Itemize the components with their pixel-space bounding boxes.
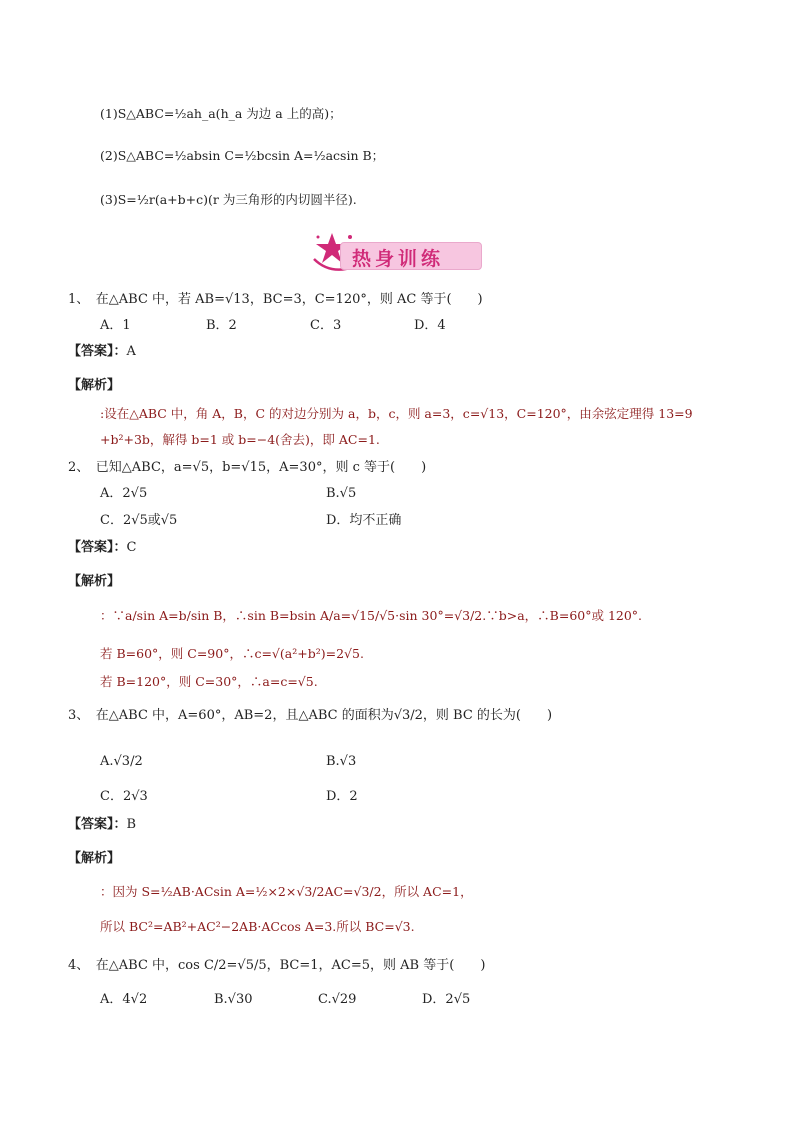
question-4-stem: 4、 在△ABC 中，cos C/2=√5/5，BC=1，AC=5，则 AB 等于( )	[68, 958, 486, 973]
question-3-option-d: D．2	[326, 789, 358, 804]
question-2-option-a: A．2√5	[100, 486, 148, 501]
answer-label: 【答案】：	[68, 817, 127, 832]
question-1-option-a: A．1	[100, 318, 131, 333]
question-1-answer	[68, 342, 136, 362]
answer-label: 【答案】：	[68, 540, 127, 555]
question-2-stem: 2、 已知△ABC，a=√5，b=√15，A=30°，则 c 等于( )	[68, 460, 427, 475]
question-3-answer	[68, 815, 136, 835]
question-2-solution-line-1: ：∵a/sin A=b/sin B，∴sin B=bsin A/a=√15/√5·sin 30°=√3/2.∵b>a，∴B=60°或 120°.	[100, 608, 643, 623]
question-2-option-b: B.√5	[326, 486, 357, 501]
question-3-option-c: C．2√3	[100, 789, 148, 804]
question-1-option-c: C．3	[310, 318, 342, 333]
question-2-option-c: C．2√5或√5	[100, 513, 178, 528]
formula-2: (2)S△ABC=½absin C=½bcsin A=½acsin B；	[100, 148, 385, 163]
answer-value: C	[126, 540, 137, 555]
question-2-answer	[68, 538, 136, 558]
question-4-option-c: C.√29	[318, 992, 357, 1007]
question-3-solution-label: 【解析】	[68, 851, 121, 866]
question-3-solution-line-1: ：因为 S=½AB·ACsin A=½×2×√3/2AC=√3/2，所以 AC=1，	[100, 884, 473, 899]
question-1-option-b: B．2	[206, 318, 237, 333]
question-2-solution-line-3: 若 B=120°，则 C=30°，∴a=c=√5.	[100, 674, 318, 689]
question-4-option-b: B.√30	[214, 992, 253, 1007]
question-4-option-d: D．2√5	[422, 992, 471, 1007]
question-2-solution-line-2: 若 B=60°，则 C=90°，∴c=√(a²+b²)=2√5.	[100, 646, 364, 661]
question-3-option-a: A.√3/2	[100, 754, 143, 769]
question-1-solution-line-1: :设在△ABC 中，角 A，B，C 的对边分别为 a，b，c，则 a=3，c=√13，C=120°，由余弦定理得 13=9	[100, 406, 693, 421]
formula-1: (1)S△ABC=½ah_a(h_a 为边 a 上的高)；	[100, 106, 342, 121]
question-2-option-d: D．均不正确	[326, 513, 402, 528]
answer-label: 【答案】：	[68, 344, 127, 359]
question-3-option-b: B.√3	[326, 754, 357, 769]
formula-3: (3)S=½r(a+b+c)(r 为三角形的内切圆半径).	[100, 192, 357, 207]
answer-value: A	[126, 344, 136, 359]
question-4-option-a: A．4√2	[100, 992, 148, 1007]
question-3-solution-line-2: 所以 BC²=AB²+AC²−2AB·ACcos A=3.所以 BC=√3.	[100, 919, 415, 934]
question-1-solution-label: 【解析】	[68, 378, 121, 393]
question-1-solution-line-2: +b²+3b，解得 b=1 或 b=−4(舍去)，即 AC=1.	[100, 432, 380, 447]
question-3-stem: 3、 在△ABC 中，A=60°，AB=2，且△ABC 的面积为√3/2，则 BC 的长为( )	[68, 708, 553, 723]
section-banner	[310, 233, 486, 273]
question-1-option-d: D．4	[414, 318, 446, 333]
answer-value: B	[126, 817, 137, 832]
question-2-solution-label: 【解析】	[68, 574, 121, 589]
question-1-stem: 1、 在△ABC 中，若 AB=√13，BC=3，C=120°，则 AC 等于( )	[68, 292, 483, 307]
banner-title: 热身训练	[352, 248, 445, 270]
